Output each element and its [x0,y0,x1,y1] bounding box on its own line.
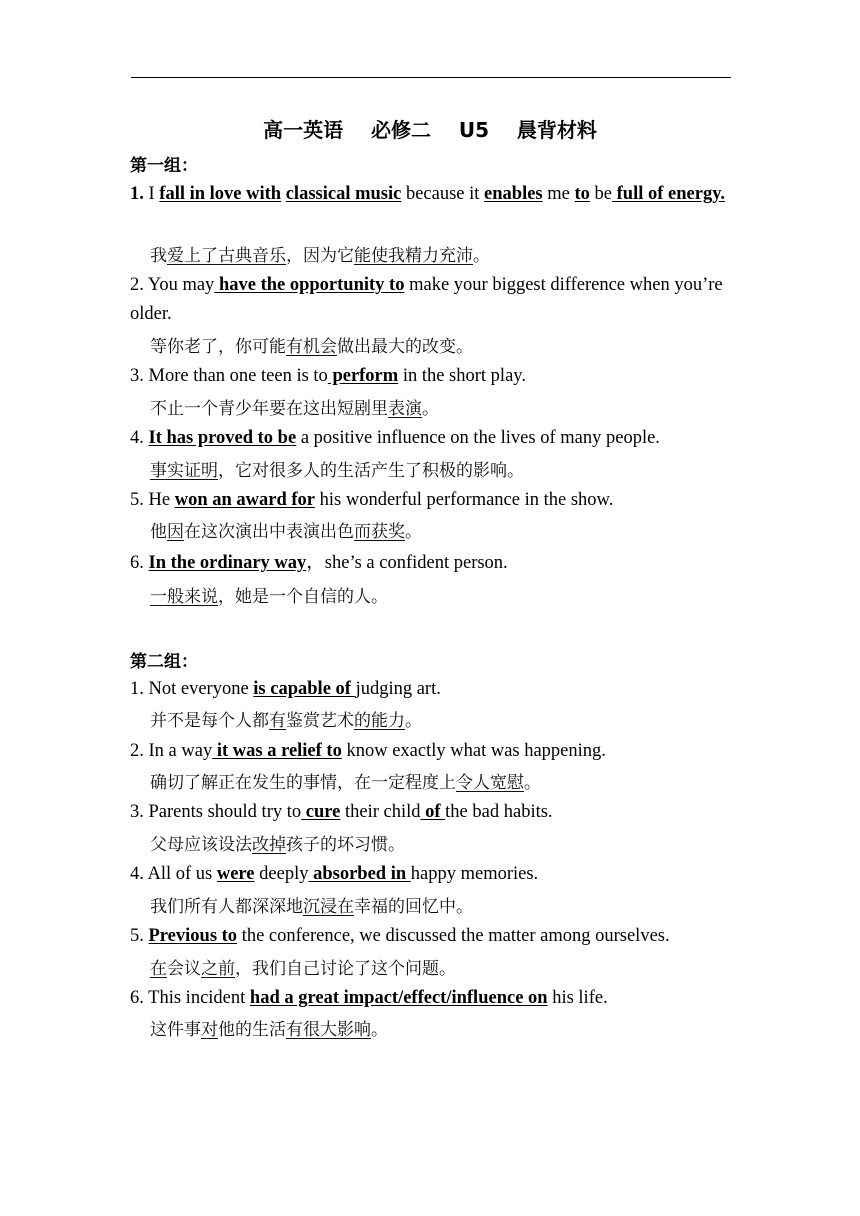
underlined-text: 之前 [201,959,235,979]
text-segment: 在这次演出中表演出色 [184,522,354,542]
key-phrase: perform [327,366,399,386]
group1-heading: 第一组： [130,156,198,176]
text-segment: 我 [150,246,167,266]
text-segment: his wonderful performance in the show. [315,490,614,510]
text-segment: be [589,184,613,204]
text-segment: 做出最大的改变。 [337,337,473,357]
text-segment: 会议 [167,959,201,979]
group1-item-3-en [130,362,735,391]
text-segment: judging art. [355,679,441,699]
underlined-text: 改掉 [252,835,286,855]
item-number: 6. [130,553,144,573]
key-phrase: fall in love with [159,184,282,204]
text-segment: make your biggest difference when you’re older. [130,275,723,324]
group1-item-6-en [130,549,735,578]
underlined-text: 沉浸在 [303,897,354,917]
text-segment: You may [143,275,215,295]
text-segment: ，它对很多人的生活产生了积极的影响。 [218,461,524,481]
underlined-text: 有很大影响 [286,1020,371,1040]
underlined-text: 对 [201,1020,218,1040]
group2-item-3-cn [150,830,405,855]
underlined-text: 因 [167,522,184,542]
key-phrase: full of energy. [612,184,726,204]
text-segment: Parents should try to [143,802,302,822]
key-phrase: have the opportunity to [214,275,405,295]
item-number: 2. [130,275,144,295]
group1-item-2-cn [150,332,473,357]
underlined-text: 而获奖 [354,522,405,542]
key-phrase: absorbed in [308,864,411,884]
group2-item-4-en [130,860,735,889]
text-segment: All of us [143,864,217,884]
item-number: 1. [130,184,144,204]
key-phrase: is capable of [253,679,356,699]
key-phrase: won an award for [174,490,315,510]
text-segment: 我们所有人都深深地 [150,897,303,917]
group2-item-1-en [130,675,735,704]
text-segment: know exactly what was happening. [341,741,606,761]
text-segment: 。 [524,773,541,793]
group1-item-1-cn [150,241,490,266]
text-segment: ，她是一个自信的人。 [218,587,388,607]
page-title: 高一英语 必修二 U5 晨背材料 [263,118,597,142]
text-segment: 不止一个青少年要在这出短剧里 [150,399,388,419]
underlined-text: 有 [269,711,286,731]
text-segment: He [143,490,175,510]
text-segment: ，she’s a confident person. [306,553,508,573]
item-number: 5. [130,926,144,946]
text-segment: ，因为它 [286,246,354,266]
text-segment: their child [340,802,421,822]
underlined-text: 事实证明 [150,461,218,481]
text-segment: 。 [422,399,439,419]
text-segment: me [542,184,575,204]
item-number: 4. [130,428,144,448]
text-segment: 确切了解正在发生的事情，在一定程度上 [150,773,456,793]
text-segment: in the short play. [398,366,526,386]
group2-item-2-en [130,737,735,766]
text-segment: 幸福的回忆中。 [354,897,473,917]
group1-item-4-cn [150,456,524,481]
group2-item-5-en [130,922,735,951]
text-segment: 。 [405,522,422,542]
group2-item-6-cn [150,1015,388,1040]
text-segment: 。 [473,246,490,266]
text-segment: ，我们自己讨论了这个问题。 [235,959,456,979]
item-number: 1. [130,679,144,699]
item-number: 4. [130,864,144,884]
underlined-text: 能使我精力充沛 [354,246,473,266]
text-segment: 。 [371,1020,388,1040]
text-segment: 他 [150,522,167,542]
text-segment: I [143,184,160,204]
item-number: 6. [130,988,144,1008]
text-segment: 孩子的坏习惯。 [286,835,405,855]
text-segment: 并不是每个人都 [150,711,269,731]
key-phrase: it was a relief to [212,741,342,761]
text-segment: 鉴赏艺术 [286,711,354,731]
key-phrase: had a great impact/effect/influence on [249,988,548,1008]
group2-item-2-cn [150,768,541,793]
text-segment: More than one teen is to [143,366,328,386]
underlined-text: 一般来说 [150,587,218,607]
underlined-text: 表演 [388,399,422,419]
key-phrase: It has proved to be [148,428,297,448]
item-number: 2. [130,741,144,761]
text-segment: the conference, we discussed the matter among ourselves. [237,926,670,946]
text-segment: 等你老了，你可能 [150,337,286,357]
group1-item-5-en [130,486,735,515]
group1-item-3-cn [150,394,439,419]
item-number: 5. [130,490,144,510]
text-segment: the bad habits. [445,802,553,822]
text-segment: In a way [143,741,213,761]
underlined-text: 令人宽慰 [456,773,524,793]
key-phrase: were [216,864,255,884]
group1-item-4-en [130,424,735,453]
key-phrase: Previous to [148,926,238,946]
group1-item-6-cn [150,582,388,607]
group2-item-3-en [130,798,735,827]
text-segment: 父母应该设法 [150,835,252,855]
key-phrase: cure [301,802,341,822]
text-segment: happy memories. [410,864,539,884]
text-segment: This incident [143,988,250,1008]
group2-item-5-cn [150,954,456,979]
text-segment: because it [401,184,485,204]
key-phrase: of [420,802,446,822]
text-segment: a positive influence on the lives of many people. [296,428,660,448]
group1-item-5-cn [150,517,422,542]
group1-item-2-en [130,271,735,329]
header-rule [131,77,731,78]
group2-heading: 第二组： [130,652,198,672]
key-phrase: classical music [285,184,402,204]
group1-item-1-en [130,180,735,209]
item-number: 3. [130,802,144,822]
key-phrase: In the ordinary way [148,553,307,573]
underlined-text: 在 [150,959,167,979]
text-segment: Not everyone [143,679,254,699]
text-segment: deeply [254,864,309,884]
group2-item-4-cn [150,892,473,917]
underlined-text: 有机会 [286,337,337,357]
underlined-text: 古典音乐 [218,246,286,266]
underlined-text: 爱上了 [167,246,218,266]
underlined-text: 的能力 [354,711,405,731]
item-number: 3. [130,366,144,386]
text-segment: 他的生活 [218,1020,286,1040]
text-segment: 。 [405,711,422,731]
text-segment: 这件事 [150,1020,201,1040]
text-segment: his life. [547,988,608,1008]
key-phrase: to [574,184,590,204]
group2-item-6-en [130,984,735,1013]
group2-item-1-cn [150,706,422,731]
key-phrase: enables [484,184,543,204]
